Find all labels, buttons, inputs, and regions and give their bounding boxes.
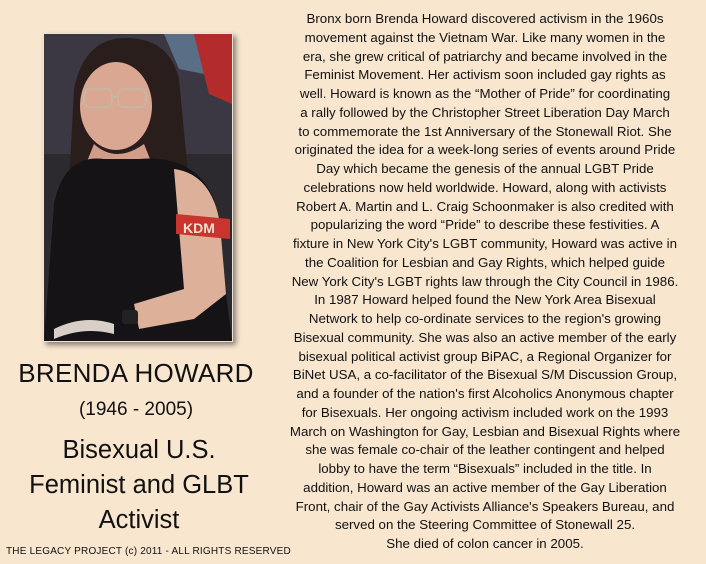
- life-years: (1946 - 2005): [78, 399, 194, 420]
- bio-line: BiNet USA, a co-facilitator of the Bisexual S/M Discussion Group,: [292, 367, 678, 383]
- title-line: Bisexual U.S.: [62, 436, 216, 464]
- biography-text: [268, 10, 702, 554]
- bio-line: fixture in New York City's LGBT community, Howard was active in: [292, 236, 678, 251]
- bio-line: popularizing the word “Pride” to describe these festivities. A: [310, 217, 660, 233]
- svg-text:KDM: KDM: [183, 220, 215, 236]
- bio-line: Bronx born Brenda Howard discovered activism in the 1960s: [306, 11, 664, 26]
- bio-line: Front, chair of the Gay Activists Alliance's Speakers Bureau, and: [295, 498, 675, 514]
- bio-line: addition, Howard was an active member of the Gay Liberation: [303, 479, 667, 495]
- bio-line: Feminist Movement. Her activism soon included gay rights as: [304, 67, 666, 83]
- bio-line: well. Howard is known as the “Mother of Pride” for coordinating: [299, 86, 671, 101]
- bio-line: Bisexual community. She was also an active member of the early: [293, 329, 677, 345]
- bio-line: a rally followed by the Christopher Street Liberation Day March: [300, 104, 670, 120]
- bio-line: to commemorate the 1st Anniversary of the Stonewall Riot. She: [298, 123, 672, 139]
- title-line: Feminist and GLBT: [29, 471, 249, 499]
- bio-line: served on the Steering Committee of Stonewall 25.: [334, 517, 636, 533]
- bio-line: Network to help co-ordinate services to the region's growing: [308, 311, 662, 326]
- bio-line: March on Washington for Gay, Lesbian and Bisexual Rights where: [289, 423, 681, 439]
- bio-line: In 1987 Howard helped found the New York Area Bisexual: [314, 292, 656, 308]
- portrait-photo: [43, 33, 233, 342]
- bio-line: and a founder of the nation's first Alcoholics Anonymous chapter: [296, 386, 674, 401]
- bio-line: She died of colon cancer in 2005.: [386, 536, 584, 551]
- title-line: Activist: [98, 506, 180, 534]
- person-title: [8, 433, 270, 538]
- bio-line: movement against the Vietnam War. Like many women in the: [304, 29, 666, 45]
- bio-line: era, she grew critical of patriarchy and became involved in the: [302, 48, 668, 64]
- bio-line: she was female co-chair of the leather contingent and helped: [305, 442, 665, 458]
- bio-line: celebrations now held worldwide. Howard, along with activists: [303, 179, 667, 195]
- bio-line: lobby to have the term “Bisexuals” included in the title. In: [318, 461, 652, 476]
- copyright-notice: THE LEGACY PROJECT (c) 2011 - ALL RIGHTS RESERVED: [6, 546, 291, 557]
- bio-line: New York City's LGBT rights law through the City Council in 1986.: [291, 273, 679, 289]
- bio-line: the Coalition for Lesbian and Gay Rights, which helped guide: [305, 254, 665, 270]
- bio-line: originated the idea for a week-long series of events around Pride: [294, 142, 676, 158]
- bio-line: bisexual political activist group BiPAC, a Regional Organizer for: [298, 348, 672, 364]
- person-name: BRENDA HOWARD: [18, 358, 254, 388]
- bio-line: Robert A. Martin and L. Craig Schoonmaker is also credited with: [296, 198, 674, 214]
- bio-line: for Bisexuals. Her ongoing activism included work on the 1993: [301, 404, 669, 420]
- portrait-illustration: [44, 34, 232, 341]
- bio-line: Day which became the genesis of the annual LGBT Pride: [316, 161, 654, 176]
